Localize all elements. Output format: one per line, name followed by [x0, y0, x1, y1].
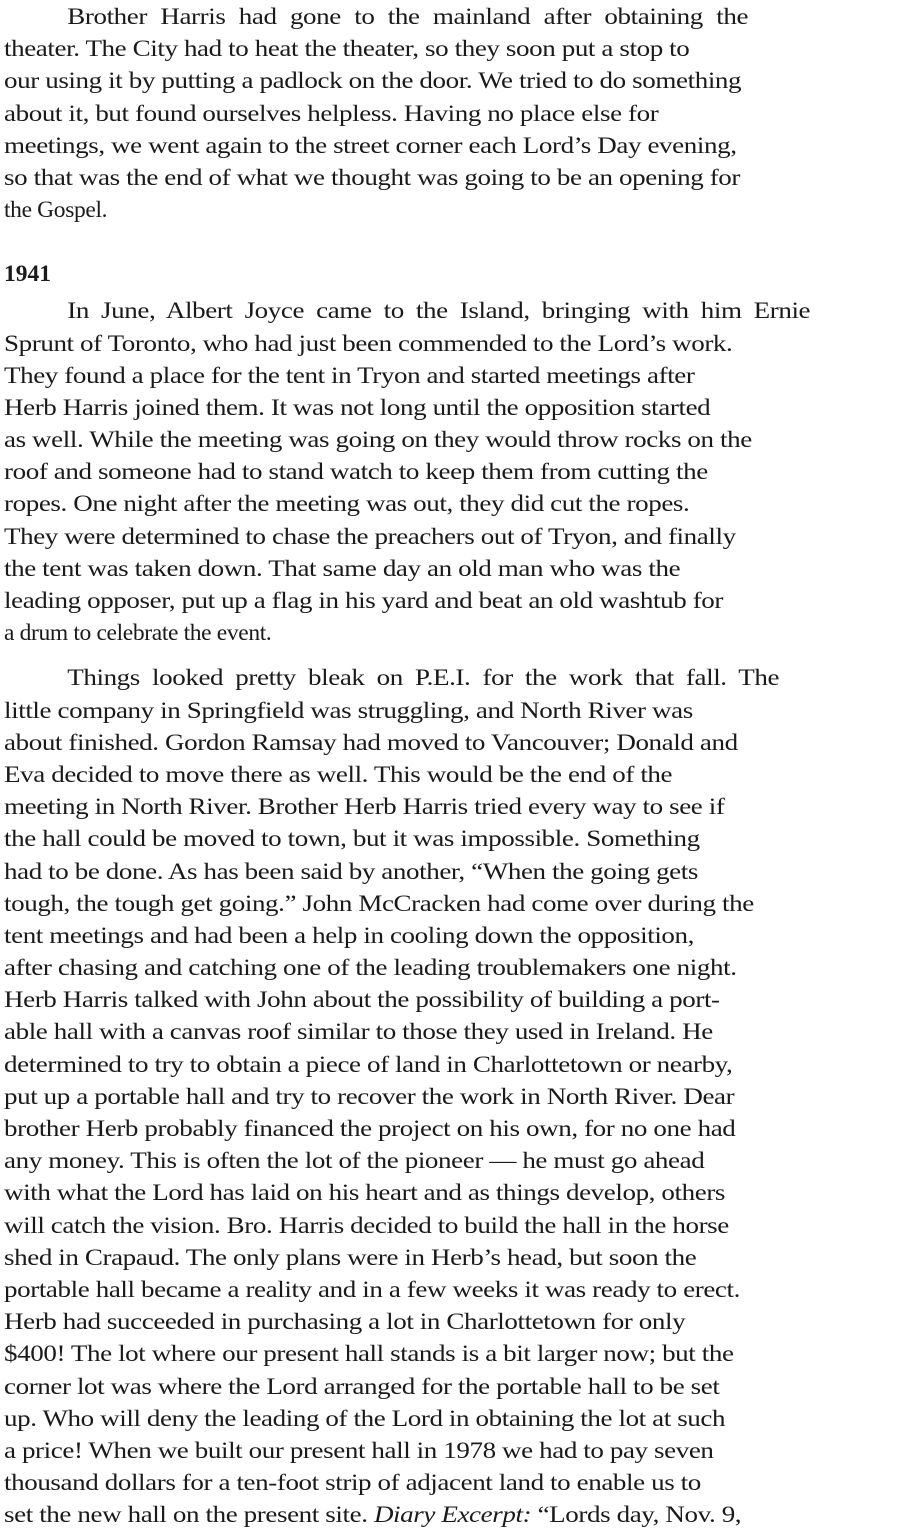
- text-line: able hall with a canvas roof similar to those they used in Ireland. He: [4, 1019, 713, 1046]
- text-line: Eva decided to move there as well. This would be the end of the: [4, 761, 673, 788]
- text-line: with what the Lord has laid on his heart and as things develop, others: [4, 1180, 726, 1207]
- paragraph-portable-hall: [4, 662, 904, 1531]
- text-line: about it, but found ourselves helpless. Having no place else for: [4, 100, 659, 127]
- text-line: as well. While the meeting was going on they would throw rocks on the: [4, 427, 752, 454]
- text-line: our using it by putting a padlock on the door. We tried to do something: [4, 68, 742, 95]
- text-line: will catch the vision. Bro. Harris decided to build the hall in the horse: [4, 1212, 729, 1239]
- paragraph-theater: [4, 1, 904, 226]
- text-line: little company in Springfield was struggling, and North River was: [4, 697, 693, 724]
- text-line: had to be done. As has been said by another, “When the going gets: [4, 858, 698, 885]
- final-line-text: set the new hall on the present site.: [4, 1502, 374, 1529]
- final-line-quote: “Lords day, Nov. 9,: [531, 1502, 742, 1529]
- text-line: thousand dollars for a ten-foot strip of adjacent land to enable us to: [4, 1470, 701, 1497]
- text-line: shed in Crapaud. The only plans were in Herb’s head, but soon the: [4, 1244, 697, 1271]
- text-line: up. Who will deny the leading of the Lord in obtaining the lot at such: [4, 1405, 726, 1432]
- text-line: Herb Harris talked with John about the possibility of building a port-: [4, 987, 720, 1014]
- text-line: Sprunt of Toronto, who had just been commended to the Lord’s work.: [4, 330, 733, 357]
- text-line: They found a place for the tent in Tryon and started meetings after: [4, 362, 695, 389]
- text-line: tent meetings and had been a help in cooling down the opposition,: [4, 922, 694, 949]
- text-line: Herb had succeeded in purchasing a lot in Charlottetown for only: [4, 1309, 686, 1336]
- text-line: about finished. Gordon Ramsay had moved to Vancouver; Donald and: [4, 729, 738, 756]
- section-heading-year: 1941: [4, 261, 51, 288]
- text-line: the hall could be moved to town, but it was impossible. Something: [4, 826, 700, 853]
- text-line: They were determined to chase the preachers out of Tryon, and finally: [4, 523, 736, 550]
- text-line: brother Herb probably financed the project on his own, for no one had: [4, 1116, 736, 1142]
- text-line: a drum to celebrate the event.: [4, 620, 272, 647]
- text-line: meeting in North River. Brother Herb Harris tried every way to see if: [4, 794, 725, 821]
- text-line: meetings, we went again to the street corner each Lord’s Day evening,: [4, 132, 737, 159]
- paragraph-tent-meetings: [4, 295, 904, 649]
- text-line: a price! When we built our present hall in 1978 we had to pay seven: [4, 1437, 714, 1464]
- text-line: put up a portable hall and try to recover the work in North River. Dear: [4, 1083, 735, 1110]
- text-line: In June, Albert Joyce came to the Island, bringing with him Ernie: [67, 298, 811, 325]
- text-line: any money. This is often the lot of the pioneer — he must go ahead: [4, 1148, 705, 1175]
- text-line: $400! The lot where our present hall stands is a bit larger now; but the: [4, 1341, 734, 1368]
- text-line: determined to try to obtain a piece of land in Charlottetown or nearby,: [4, 1051, 733, 1078]
- text-line: the tent was taken down. That same day an old man who was the: [4, 555, 681, 582]
- text-line: Things looked pretty bleak on P.E.I. for the work that fall. The: [67, 665, 780, 692]
- text-line: roof and someone had to stand watch to keep them from cutting the: [4, 459, 708, 486]
- text-line: portable hall became a reality and in a few weeks it was ready to erect.: [4, 1276, 740, 1303]
- text-line: Herb Harris joined them. It was not long until the opposition started: [4, 394, 711, 421]
- text-line: so that was the end of what we thought was going to be an opening for: [4, 164, 740, 191]
- diary-excerpt-label: Diary Excerpt:: [373, 1502, 532, 1529]
- text-line: Brother Harris had gone to the mainland after obtaining the: [67, 4, 749, 30]
- text-line: after chasing and catching one of the leading troublemakers one night.: [4, 955, 737, 982]
- text-line: theater. The City had to heat the theater, so they soon put a stop to: [4, 36, 690, 63]
- text-line: the Gospel.: [4, 197, 108, 224]
- text-line: corner lot was where the Lord arranged for the portable hall to be set: [4, 1373, 720, 1400]
- document-page: [4, 0, 904, 1531]
- text-line: tough, the tough get going.” John McCracken had come over during the: [4, 890, 754, 917]
- text-line-final: [4, 1499, 741, 1531]
- text-line: ropes. One night after the meeting was out, they did cut the ropes.: [4, 491, 690, 518]
- text-line: leading opposer, put up a flag in his yard and beat an old washtub for: [4, 588, 724, 614]
